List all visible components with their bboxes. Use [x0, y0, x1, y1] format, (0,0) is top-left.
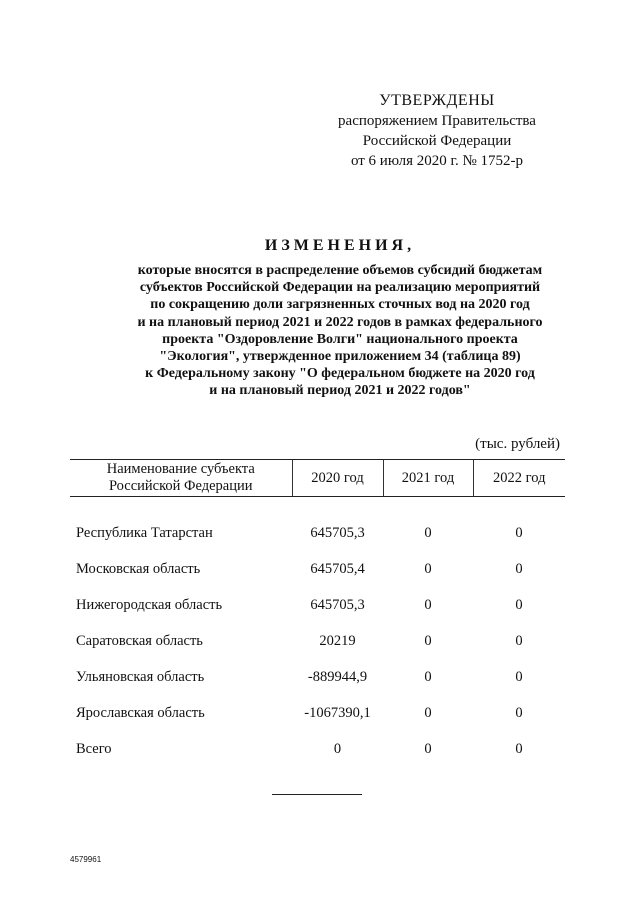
subtitle-line: которые вносятся в распределение объемов субсидий бюджетам	[137, 263, 543, 278]
table-row	[70, 623, 565, 659]
subtitle-line: и на плановый период 2021 и 2022 годов в рамках федерального	[137, 314, 543, 330]
approval-line-1: распоряжением Правительства	[338, 113, 536, 129]
region-name: Республика Татарстан	[76, 524, 213, 541]
value-2022: 0	[515, 668, 523, 685]
approval-line-2: Российской Федерации	[362, 133, 512, 149]
region-name: Московская область	[76, 560, 201, 577]
table-header-row	[70, 460, 565, 497]
subtitle-line: и на плановый период 2021 и 2022 годов"	[209, 383, 471, 399]
document-number: 4579961	[70, 855, 102, 864]
value-2020: 645705,4	[310, 560, 365, 577]
value-2020: 645705,3	[310, 596, 365, 613]
header-region	[70, 460, 292, 497]
value-2021: 0	[424, 704, 432, 721]
value-2020: -889944,9	[307, 668, 368, 685]
value-2020: 20219	[319, 632, 356, 649]
value-2022: 0	[515, 596, 523, 613]
subtitle-line: субъектов Российской Федерации на реализацию мероприятий	[139, 280, 541, 296]
region-name: Ульяновская область	[76, 668, 205, 685]
table-row	[70, 497, 565, 552]
table-row-total	[70, 731, 565, 767]
value-2021: 0	[424, 740, 432, 757]
approval-heading: УТВЕРЖДЕНЫ	[379, 92, 495, 109]
value-2021: 0	[424, 560, 432, 577]
table-row	[70, 551, 565, 587]
value-2022: 0	[515, 704, 523, 721]
document-title: ИЗМЕНЕНИЯ,	[264, 237, 416, 254]
subtitle-line: по сокращению доли загрязненных сточных вод на 2020 год	[150, 297, 530, 313]
region-name: Ярославская область	[76, 704, 205, 721]
header-2022: 2022 год	[473, 460, 565, 497]
region-name: Всего	[76, 740, 112, 757]
approval-block	[322, 91, 552, 171]
header-2020: 2020 год	[292, 460, 383, 497]
value-2022: 0	[515, 632, 523, 649]
end-separator-line	[272, 794, 362, 795]
subtitle-line: проекта "Оздоровление Волги" национального проекта	[162, 331, 518, 347]
header-region-line-1: Наименование субъекта	[106, 461, 255, 477]
value-2022: 0	[515, 740, 523, 757]
units-label: (тыс. рублей)	[475, 436, 560, 452]
region-name: Саратовская область	[76, 632, 203, 649]
value-2022: 0	[515, 560, 523, 577]
table-row	[70, 659, 565, 695]
value-2021: 0	[424, 632, 432, 649]
header-region-line-2: Российской Федерации	[108, 478, 253, 494]
value-2022: 0	[515, 524, 523, 541]
subtitle-line: "Экология", утвержденное приложением 34 (таблица 89)	[159, 349, 521, 365]
document-subtitle	[50, 262, 630, 400]
value-2021: 0	[424, 524, 432, 541]
value-2020: -1067390,1	[304, 704, 371, 721]
table-row	[70, 587, 565, 623]
approval-line-3: от 6 июля 2020 г. № 1752-р	[350, 153, 524, 169]
value-2021: 0	[424, 596, 432, 613]
subtitle-line: к Федеральному закону "О федеральном бюджете на 2020 год	[145, 366, 535, 382]
subsidy-table	[70, 459, 565, 767]
region-name: Нижегородская область	[76, 596, 223, 613]
value-2020: 0	[333, 740, 342, 757]
header-2021: 2021 год	[383, 460, 473, 497]
table-row	[70, 695, 565, 731]
value-2020: 645705,3	[310, 524, 365, 541]
value-2021: 0	[424, 668, 432, 685]
